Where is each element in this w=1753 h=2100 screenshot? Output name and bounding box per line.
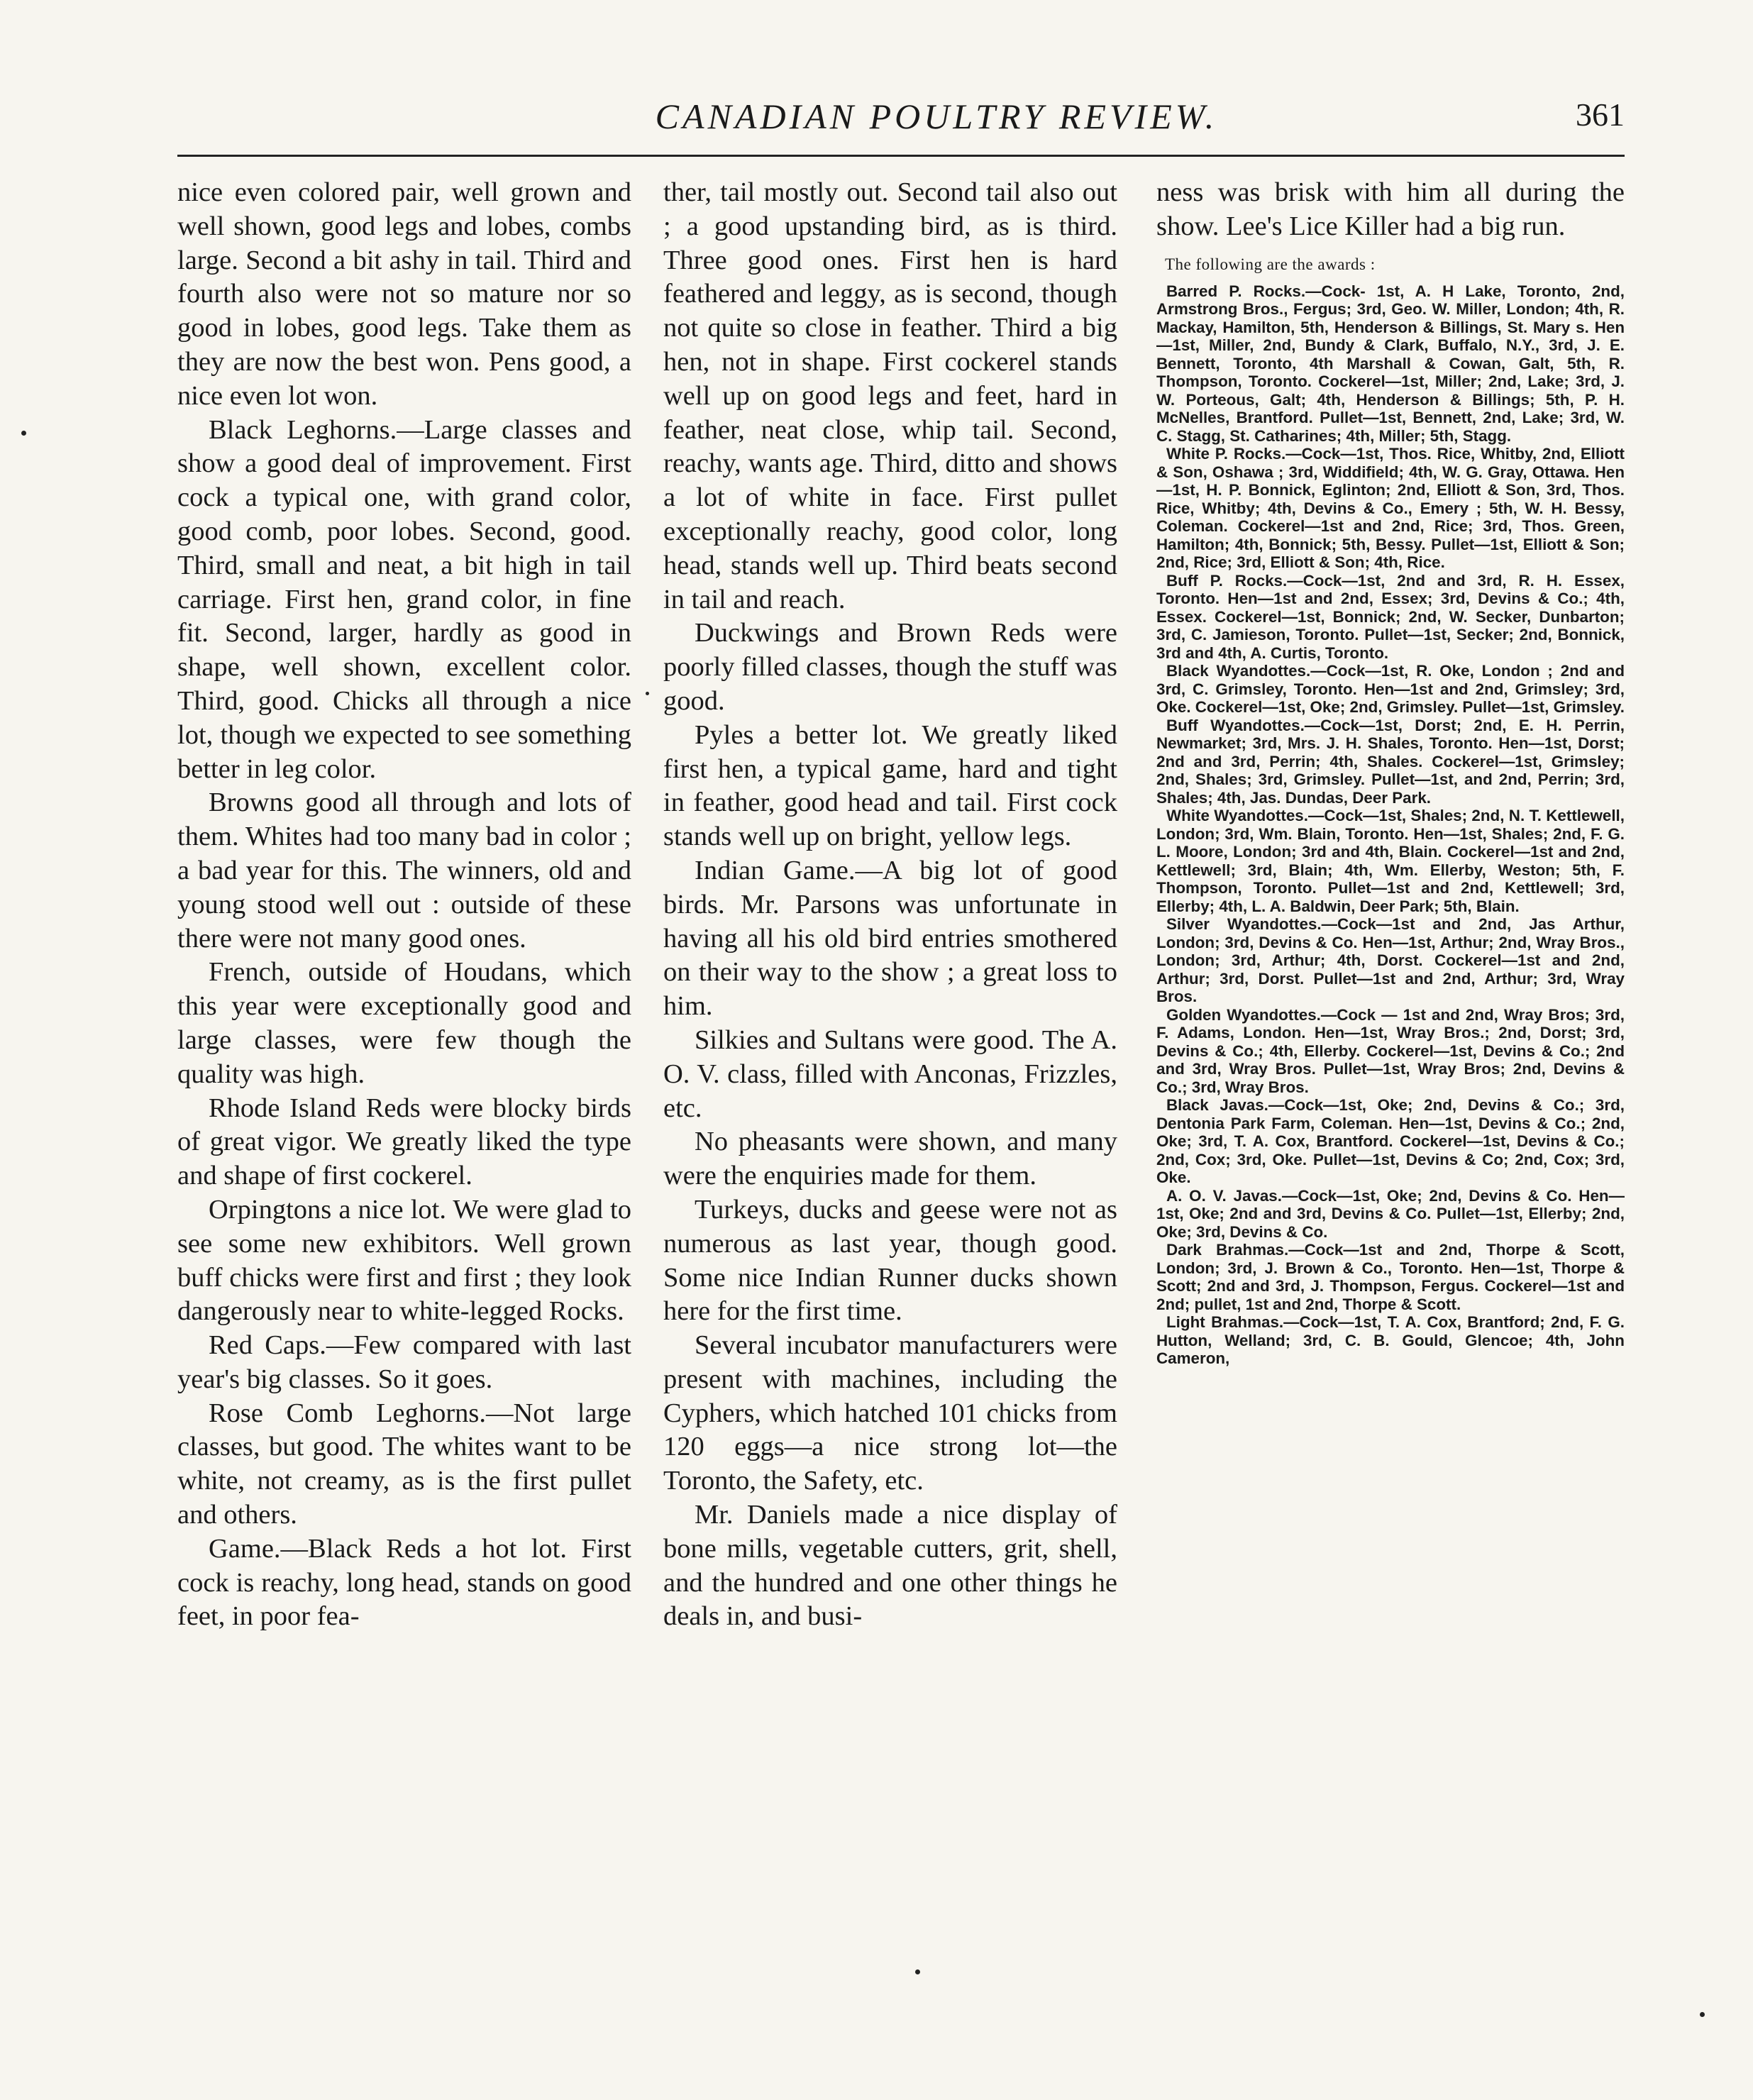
award-entry: Silver Wyandottes.—Cock—1st and 2nd, Jas Arthur, London; 3rd, Devins & Co. Hen—1st, Arthur; 2nd, Wray Bros., London; 3rd, Arthur; 4th, Dorst. Cockerel—1st and 2nd, Arthur; 3rd, Dorst. Pullet—1st and 2nd, Arthur; 3rd, Wray Bros.: [1156, 915, 1625, 1006]
paragraph: Game.—Black Reds a hot lot. First cock is reachy, long head, stands on good feet, in poor fea-: [177, 1533, 631, 1632]
paragraph: Browns good all through and lots of them. Whites had too many bad in color ; a bad year for this. The winners, old and young stood well out : outside of these there were not many good ones.: [177, 788, 631, 954]
paragraph: Turkeys, ducks and geese were not as numerous as last year, though good. Some nice Indian Runner ducks shown here for the first time.: [663, 1194, 1117, 1327]
column-1: [177, 176, 631, 1836]
paragraph: nice even colored pair, well grown and well shown, good legs and lobes, combs large. Second a bit ashy in tail. Third and fourth also were not so mature nor so good in lobes, good legs. Take them as they are now the best won. Pens good, a nice even lot won.: [177, 177, 631, 411]
running-head: [177, 96, 1625, 153]
header-rule: [177, 155, 1625, 157]
paragraph: Rose Comb Leghorns.—Not large classes, but good. The whites want to be white, not creamy, as is the first pullet and others.: [177, 1398, 631, 1530]
award-entry: White Wyandottes.—Cock—1st, Shales; 2nd, N. T. Kettlewell, London; 3rd, Wm. Blain, Toronto. Hen—1st, Shales; 2nd, F. G. L. Moore, London; 3rd and 4th, Blain. Cockerel—1st and 2nd, Kettlewell; 3rd, Blain; 4th, Wm. Ellerby, Weston; 5th, F. Thompson, Toronto. Pullet—1st and 2nd, Kettlewell; 3rd, Ellerby; 4th, L. A. Baldwin, Deer Park; 5th, Blain.: [1156, 807, 1625, 915]
paragraph: Red Caps.—Few compared with last year's big classes. So it goes.: [177, 1330, 631, 1394]
print-speck: [1700, 2012, 1705, 2017]
running-title: CANADIAN POULTRY REVIEW.: [655, 96, 1218, 136]
award-entry: Black Javas.—Cock—1st, Oke; 2nd, Devins & Co.; 3rd, Dentonia Park Farm, Coleman. Hen—1st, Devins & Co.; 2nd, Oke; 3rd, T. A. Cox, Brantford. Cockerel—1st, Devins & Co.; 2nd, Cox; 3rd, Oke. Pullet—1st, Devins & Co; 2nd, Cox; 3rd, Oke.: [1156, 1096, 1625, 1187]
award-entry: Black Wyandottes.—Cock—1st, R. Oke, London ; 2nd and 3rd, C. Grimsley, Toronto. Hen—1st and 2nd, Grimsley; 3rd, Oke. Cockerel—1st, Oke; 2nd, Grimsley. Pullet—1st, Grimsley.: [1156, 662, 1625, 717]
column-3: [1156, 176, 1625, 1850]
paragraph: Mr. Daniels made a nice display of bone mills, vegetable cutters, grit, shell, and the hundred and one other things he deals in, and busi-: [663, 1500, 1117, 1632]
print-speck: [21, 431, 26, 436]
awards-heading: The following are the awards :: [1165, 255, 1376, 273]
page-number: 361: [1576, 96, 1625, 133]
column-2: [663, 176, 1117, 1822]
paragraph: ther, tail mostly out. Second tail also out ; a good upstanding bird, as is third. Three good ones. First hen is hard feathered and leggy, as is second, though not quite so close in feather. Third a big hen, not in shape. First cockerel stands well up on good legs and feet, hard in feather, neat close, whip tail. Second, reachy, wants age. Third, ditto and shows a lot of white in face. First pullet exceptionally reachy, good color, long head, stands well up. Third beats second in tail and reach.: [663, 177, 1117, 614]
award-entry: Barred P. Rocks.—Cock- 1st, A. H Lake, Toronto, 2nd, Armstrong Bros., Fergus; 3rd, Geo. W. Miller, London; 4th, R. Mackay, Hamilton, 5th, Henderson & Billings, St. Mary s. Hen—1st, Miller, 2nd, Bundy & Clark, Buffalo, N.Y., 3rd, J. E. Bennett, Toronto, 4th Marshall & Cowan, Galt, 5th, R. Thompson, Toronto. Cockerel—1st, Miller; 2nd, Lake; 3rd, J. W. Porteous, Galt; 4th, Henderson & Billings; 5th, P. H. McNelles, Brantford. Pullet—1st, Bennett, 2nd, Lake; 3rd, W. C. Stagg, St. Catharines; 4th, Miller; 5th, Stagg.: [1156, 282, 1625, 445]
paragraph: Silkies and Sultans were good. The A. O. V. class, filled with Anconas, Frizzles, etc.: [663, 1024, 1117, 1123]
award-entry: Dark Brahmas.—Cock—1st and 2nd, Thorpe & Scott, London; 3rd, J. Brown & Co., Toronto. Hen—1st, Thorpe & Scott; 2nd and 3rd, J. Thompson, Fergus. Cockerel—1st and 2nd; pullet, 1st and 2nd, Thorpe & Scott.: [1156, 1241, 1625, 1313]
paragraph: Black Leghorns.—Large classes and show a good deal of improvement. First cock a typical one, with grand color, good comb, poor lobes. Second, good. Third, small and neat, a bit high in tail carriage. First hen, grand color, in fine fit. Second, larger, hardly as good in shape, well shown, excellent color. Third, good. Chicks all through a nice lot, though we expected to see something better in leg color.: [177, 414, 631, 784]
paragraph: Orpingtons a nice lot. We were glad to see some new exhibitors. Well grown buff chicks were first and first ; they look dangerously near to white-legged Rocks.: [177, 1194, 631, 1327]
award-entry: Light Brahmas.—Cock—1st, T. A. Cox, Brantford; 2nd, F. G. Hutton, Welland; 3rd, C. B. Gould, Glencoe; 4th, John Cameron,: [1156, 1313, 1625, 1368]
paragraph: French, outside of Houdans, which this year were exceptionally good and large classes, were few though the quality was high.: [177, 957, 631, 1089]
paragraph: Duckwings and Brown Reds were poorly filled classes, though the stuff was good.: [663, 618, 1117, 716]
paragraph: Rhode Island Reds were blocky birds of great vigor. We greatly liked the type and shape of first cockerel.: [177, 1093, 631, 1191]
paragraph: Pyles a better lot. We greatly liked first hen, a typical game, hard and tight in feather, good head and tail. First cock stands well up on bright, yellow legs.: [663, 719, 1117, 852]
award-entry: Buff P. Rocks.—Cock—1st, 2nd and 3rd, R. H. Essex, Toronto. Hen—1st and 2nd, Essex; 3rd, Devins & Co.; 4th, Essex. Cockerel—1st, Bonnick; 2nd, W. Secker, Dunbarton; 3rd, C. Jamieson, Toronto. Pullet—1st, Secker; 2nd, Bonnick, 3rd and 4th, A. Curtis, Toronto.: [1156, 571, 1625, 662]
award-entry: Buff Wyandottes.—Cock—1st, Dorst; 2nd, E. H. Perrin, Newmarket; 3rd, Mrs. J. H. Shales, Toronto. Hen—1st, Dorst; 2nd and 3rd, Perrin; 4th, Shales. Cockerel—1st, Grimsley; 2nd, Shales; 3rd, Grimsley. Pullet—1st, and 2nd, Perrin; 3rd, Shales; 4th, Jas. Dundas, Deer Park.: [1156, 716, 1625, 807]
award-entry: White P. Rocks.—Cock—1st, Thos. Rice, Whitby, 2nd, Elliott & Son, Oshawa ; 3rd, Widdifield; 4th, W. G. Gray, Ottawa. Hen—1st, H. P. Bonnick, Eglinton; 2nd, Elliott & Son, 3rd, Thos. Rice, Whitby; 4th, Devins & Co., Emery ; 5th, W. H. Bessy, Coleman. Cockerel—1st and 2nd, Rice; 3rd, Thos. Green, Hamilton; 4th, Bonnick; 5th, Bessy. Pullet—1st, Elliott & Son; 2nd, Rice; 3rd, Elliott & Son; 4th, Rice.: [1156, 445, 1625, 572]
award-entry: A. O. V. Javas.—Cock—1st, Oke; 2nd, Devins & Co. Hen—1st, Oke; 2nd and 3rd, Devins & Co. Pullet—1st, Ellerby; 2nd, Oke; 3rd, Devins & Co.: [1156, 1186, 1625, 1241]
paragraph: Indian Game.—A big lot of good birds. Mr. Parsons was unfortunate in having all his old bird entries smothered on their way to the show ; a great loss to him.: [663, 855, 1117, 1022]
award-entry: Golden Wyandottes.—Cock — 1st and 2nd, Wray Bros; 3rd, F. Adams, London. Hen—1st, Wray Bros.; 2nd, Dorst; 3rd, Devins & Co.; 4th, Ellerby. Cockerel—1st, Devins & Co.; 2nd and 3rd, Wray Bros. Pullet—1st, Wray Bros; 2nd, Devins & Co.; 3rd, Wray Bros.: [1156, 1005, 1625, 1096]
print-speck: [915, 1969, 920, 1974]
print-speck: [646, 692, 649, 695]
paragraph: Several incubator manufacturers were present with machines, including the Cyphers, which hatched 101 chicks from 120 eggs—a nice strong lot—the Toronto, the Safety, etc.: [663, 1330, 1117, 1496]
paragraph: No pheasants were shown, and many were the enquiries made for them.: [663, 1127, 1117, 1191]
paragraph: ness was brisk with him all during the show. Lee's Lice Killer had a big run.: [1156, 177, 1625, 241]
